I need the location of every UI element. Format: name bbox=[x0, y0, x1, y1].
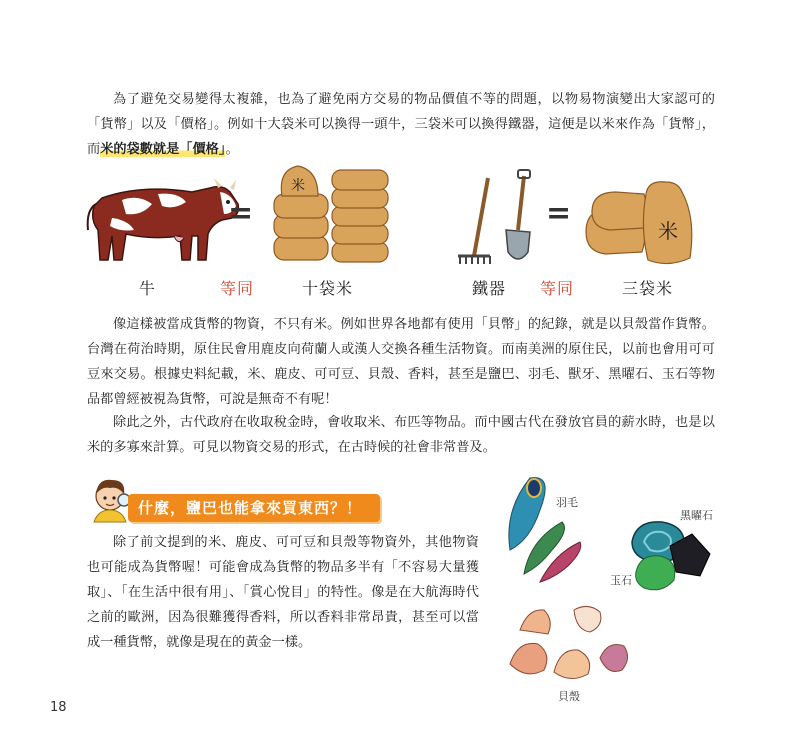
currency-examples-paragraph: 像這樣被當成貨幣的物資，不只有米。例如世界各地都有使用「貝幣」的紀錄，就是以貝殼當作貨幣。台灣在荷治時期，原住民會用鹿皮向荷蘭人或漢人交換各種生活物資。而南美洲的原住民，以前也會用可可豆來交易。根據史料紀載，米、鹿皮、可可豆、貝殼、香料，甚至是鹽巴、羽毛、獸牙、黑曜石、玉石等物品都曾經被視為貨幣，可說是無奇不有呢！ bbox=[87, 317, 715, 407]
feathers-label: 羽毛 bbox=[556, 496, 578, 509]
cow-label: 牛 bbox=[139, 279, 157, 298]
intro-paragraph bbox=[87, 87, 715, 162]
equal-word-right: 等同 bbox=[540, 279, 575, 298]
three-rice-bags-illustration bbox=[582, 178, 702, 268]
equal-word-left: 等同 bbox=[220, 279, 255, 298]
equals-sign-left: = bbox=[228, 196, 254, 231]
ten-rice-label: 十袋米 bbox=[302, 279, 354, 298]
three-rice-label: 三袋米 bbox=[622, 279, 674, 298]
shells-label: 貝殼 bbox=[558, 690, 580, 703]
shells-illustration bbox=[504, 600, 634, 684]
sidebar-banner-title: 什麼，鹽巴也能拿來買東西？！ bbox=[128, 494, 380, 522]
page-number: 18 bbox=[50, 700, 67, 715]
sidebar-paragraph: 除了前文提到的米、鹿皮、可可豆和貝殼等物資外，其他物資也可能成為貨幣喔！可能會成為貨幣的物品多半有「不容易大量獲取」、「在生活中很有用」、「賞心悅目」的特性。像是在大航海時代之前的歐洲，因為很難獲得香料，所以香料非常昂貴，甚至可以當成一種貨幣，就像是現在的黃金一樣。 bbox=[87, 535, 479, 650]
equals-sign-right: = bbox=[546, 196, 572, 231]
iron-tools-illustration bbox=[452, 168, 552, 268]
jade-label: 玉石 bbox=[610, 574, 632, 587]
ten-rice-bags-illustration bbox=[268, 160, 393, 265]
intro-text: 為了避免交易變得太複雜，也為了避免兩方交易的物品價值不等的問題，以物易物演變出大家認可的「貨幣」以及「價格」。例如十大袋米可以換得一頭牛，三袋米可以換得鐵器，這便是以米來作為「貨幣」，而 bbox=[87, 92, 715, 157]
rice-bag-char: 米 bbox=[291, 178, 305, 194]
stones-illustration bbox=[626, 516, 716, 596]
feathers-illustration bbox=[500, 470, 590, 590]
cow-illustration bbox=[82, 170, 242, 270]
price-highlight: 米的袋數就是「價格」 bbox=[100, 142, 226, 157]
taxes-paragraph: 除此之外，古代政府在收取稅金時，會收取米、布匹等物品。而中國古代在發放官員的薪水時，也是以米的多寡來計算。可見以物資交易的形式，在古時候的社會非常普及。 bbox=[87, 415, 715, 455]
intro-end: 。 bbox=[225, 142, 239, 157]
rice-bag-char-large: 米 bbox=[658, 219, 678, 243]
tools-label: 鐵器 bbox=[472, 279, 507, 298]
obsidian-label: 黑曜石 bbox=[680, 509, 713, 522]
